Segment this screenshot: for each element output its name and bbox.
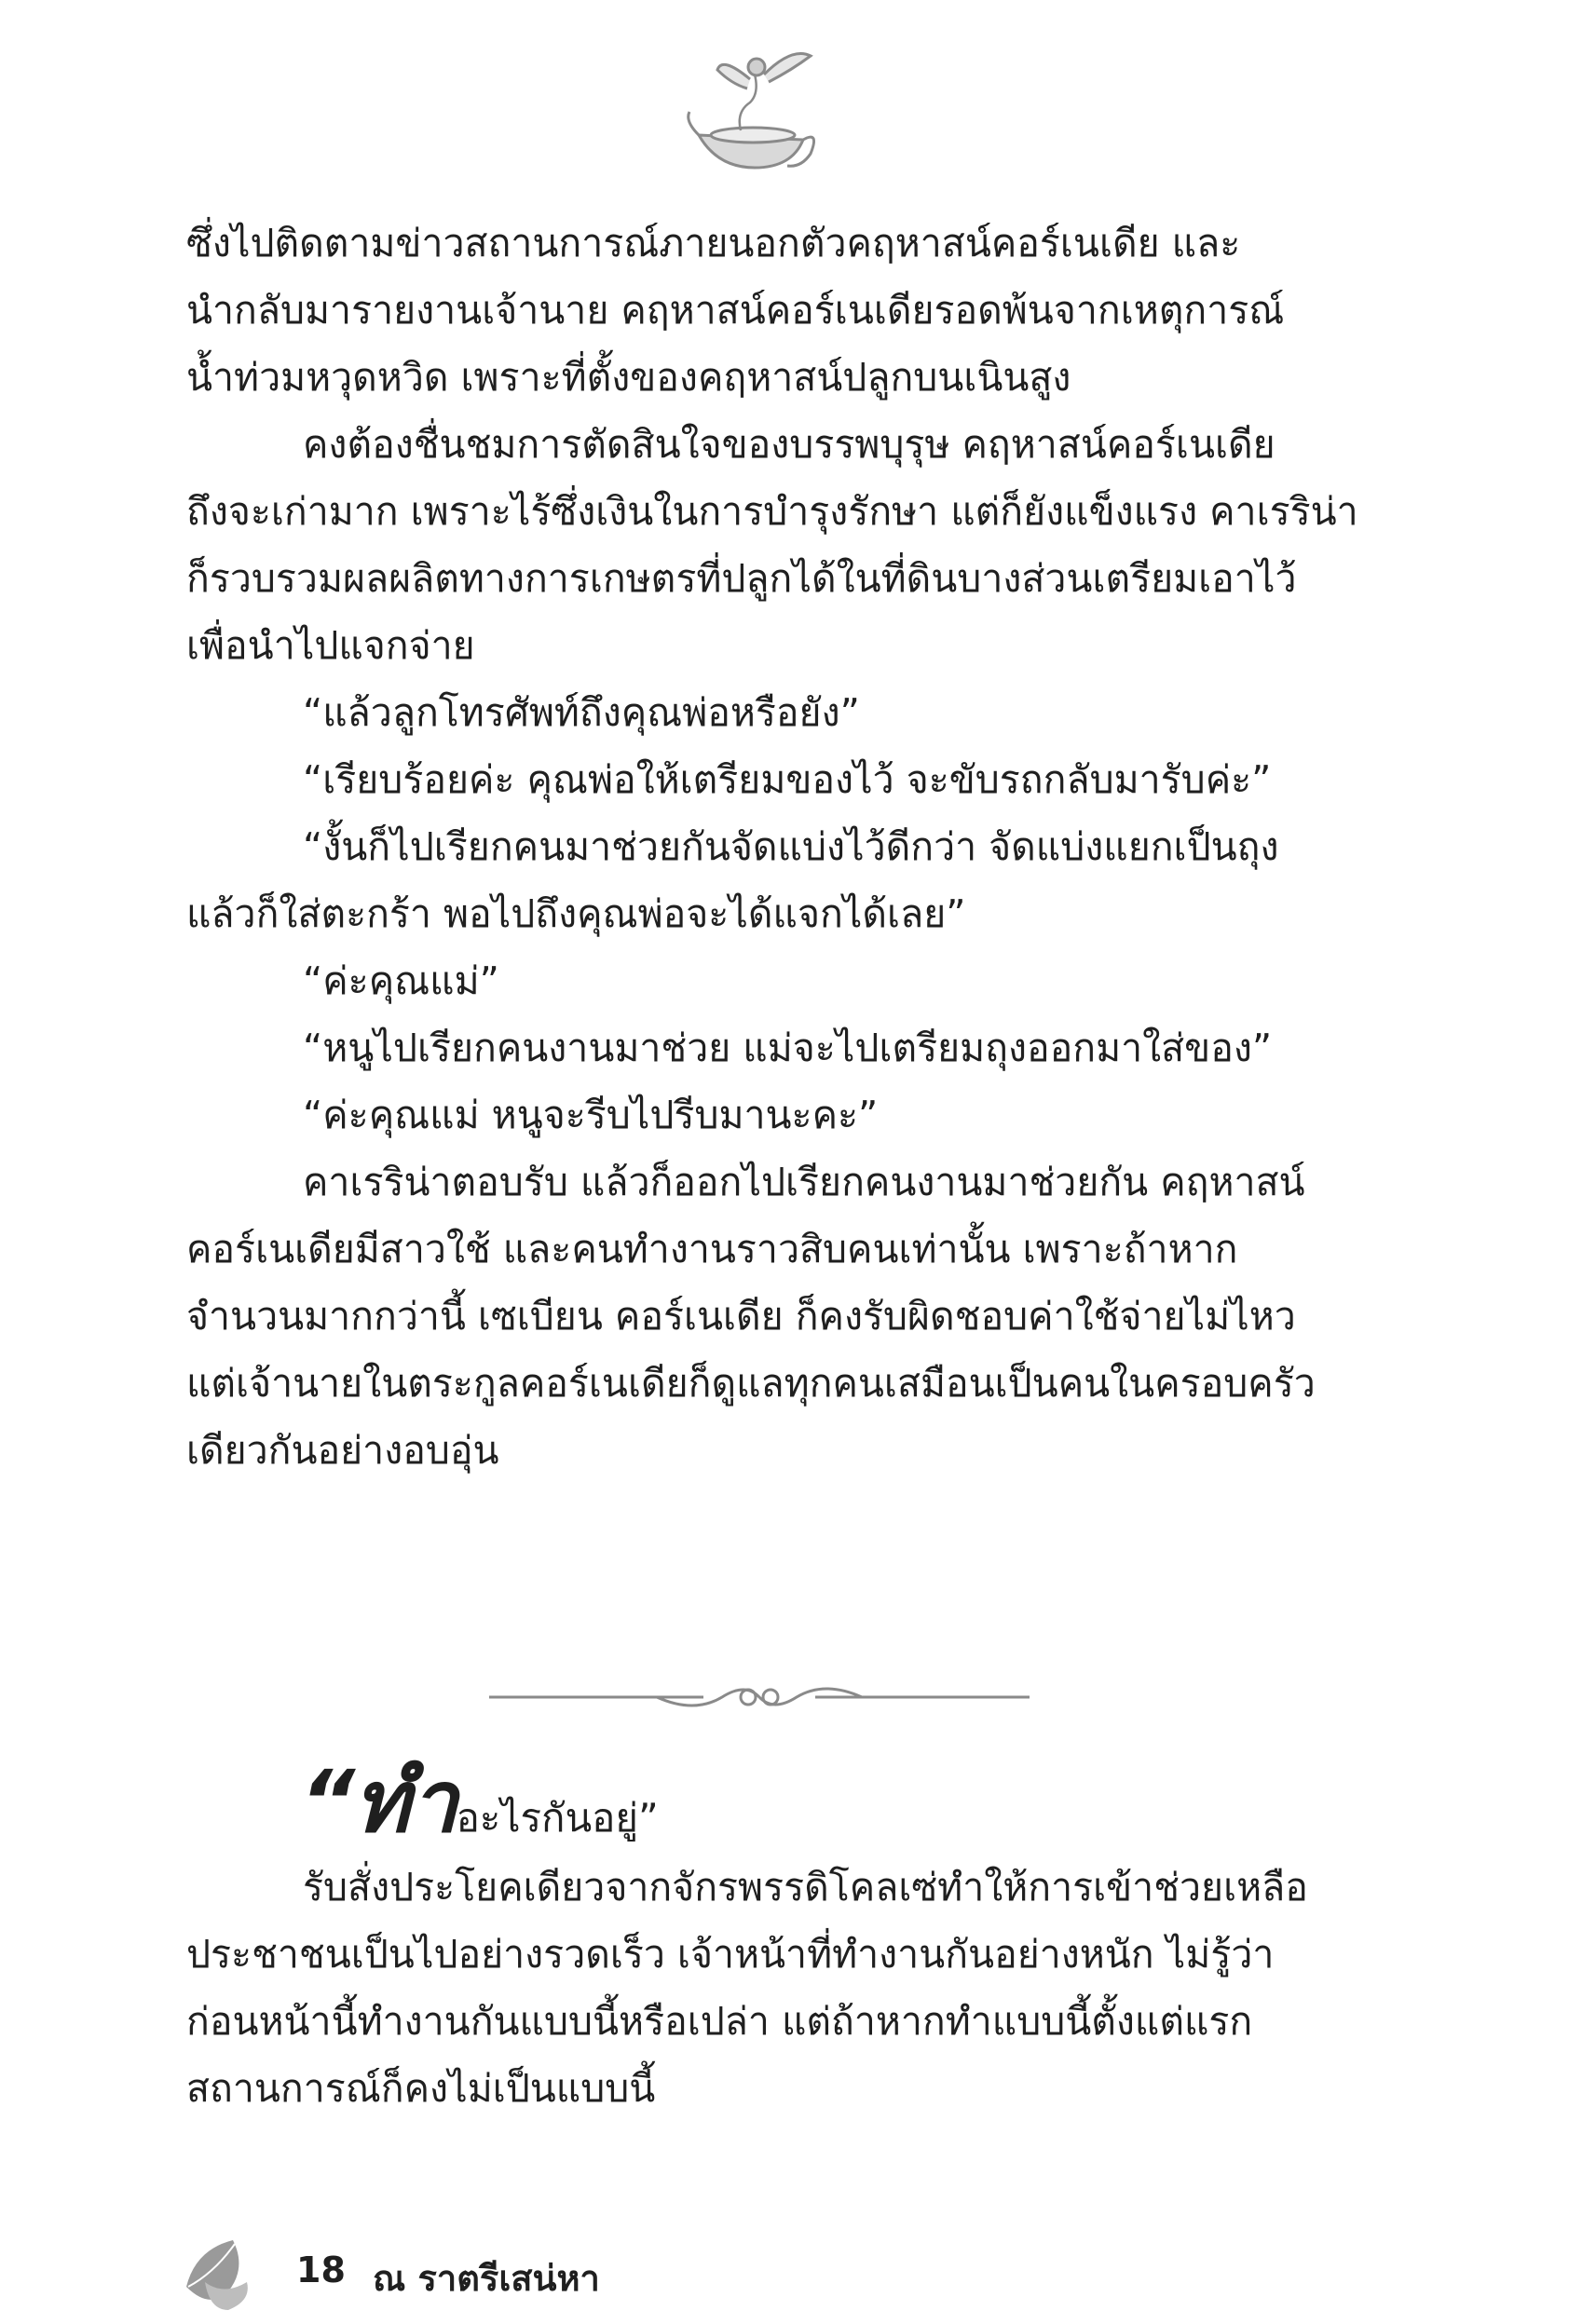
text-line: “หนูไปเรียกคนงานมาช่วย แม่จะไปเตรียมถุงออกมาใส่ของ” xyxy=(303,1026,1273,1070)
text-line: คงต้องชื่นชมการตัดสินใจของบรรพบุรุษ คฤหาสน์คอร์เนเดีย xyxy=(303,422,1275,467)
text-line: สถานการณ์ก็คงไม่เป็นแบบนี้ xyxy=(186,2066,656,2111)
heading-rest: อะไรกันอยู่” xyxy=(456,1795,659,1841)
text-line: “แล้วลูกโทรศัพท์ถึงคุณพ่อหรือยัง” xyxy=(303,690,860,735)
heading-lead: “ทำ xyxy=(300,1752,457,1852)
text-line: แต่เจ้านายในตระกูลคอร์เนเดียก็ดูแลทุกคนเสมือนเป็นคนในครอบครัว xyxy=(186,1361,1316,1406)
scroll-flourish-icon xyxy=(489,1669,1030,1725)
text-line: “เรียบร้อยค่ะ คุณพ่อให้เตรียมของไว้ จะขับรถกลับมารับค่ะ” xyxy=(303,757,1272,802)
text-line: นำกลับมารายงานเจ้านาย คฤหาสน์คอร์เนเดียรอดพ้นจากเหตุการณ์ xyxy=(186,288,1285,333)
magic-lamp-fairy-icon xyxy=(680,37,829,177)
section-heading xyxy=(300,1751,659,1854)
text-line: ประชาชนเป็นไปอย่างรวดเร็ว เจ้าหน้าที่ทำงานกันอย่างหนัก ไม่รู้ว่า xyxy=(186,1932,1275,1977)
text-line: รับสั่งประโยคเดียวจากจักรพรรดิโคลเซ่ทำให้การเข้าช่วยเหลือ xyxy=(303,1865,1308,1909)
text-line: เพื่อนำไปแจกจ่าย xyxy=(186,623,475,668)
text-line: จำนวนมากกว่านี้ เซเบียน คอร์เนเดีย ก็คงรับผิดชอบค่าใช้จ่ายไม่ไหว xyxy=(186,1294,1296,1339)
text-line: “งั้นก็ไปเรียกคนมาช่วยกันจัดแบ่งไว้ดีกว่า จัดแบ่งแยกเป็นถุง xyxy=(303,824,1279,869)
text-line: ก็รวบรวมผลผลิตทางการเกษตรที่ปลูกได้ในที่ดินบางส่วนเตรียมเอาไว้ xyxy=(186,556,1297,601)
body-text xyxy=(186,210,1435,1484)
text-line: คาเรริน่าตอบรับ แล้วก็ออกไปเรียกคนงานมาช่วยกัน คฤหาสน์ xyxy=(303,1160,1305,1204)
text-line: ก่อนหน้านี้ทำงานกันแบบนี้หรือเปล่า แต่ถ้าหากทำแบบนี้ตั้งแต่แรก xyxy=(186,1999,1253,2044)
section-text xyxy=(186,1854,1435,2122)
text-line: เดียวกันอย่างอบอุ่น xyxy=(186,1428,499,1473)
text-line: แล้วก็ใส่ตะกร้า พอไปถึงคุณพ่อจะได้แจกได้เลย” xyxy=(186,891,966,936)
text-line: คอร์เนเดียมีสาวใช้ และคนทำงานราวสิบคนเท่านั้น เพราะถ้าหาก xyxy=(186,1227,1238,1271)
book-title: ณ ราตรีเสน่หา xyxy=(373,2258,600,2299)
text-line: น้ำท่วมหวุดหวิด เพราะที่ตั้งของคฤหาสน์ปลูกบนเนินสูง xyxy=(186,355,1071,400)
text-line: “ค่ะคุณแม่ หนูจะรีบไปรีบมานะคะ” xyxy=(303,1093,879,1137)
text-line: ถึงจะเก่ามาก เพราะไร้ซึ่งเงินในการบำรุงรักษา แต่ก็ยังแข็งแรง คาเรริน่า xyxy=(186,489,1358,534)
text-line: “ค่ะคุณแม่” xyxy=(303,958,499,1003)
text-line: ซึ่งไปติดตามข่าวสถานการณ์ภายนอกตัวคฤหาสน์คอร์เนเดีย และ xyxy=(186,221,1241,265)
leaf-icon xyxy=(177,2231,261,2315)
page-number: 18 xyxy=(296,2249,346,2290)
